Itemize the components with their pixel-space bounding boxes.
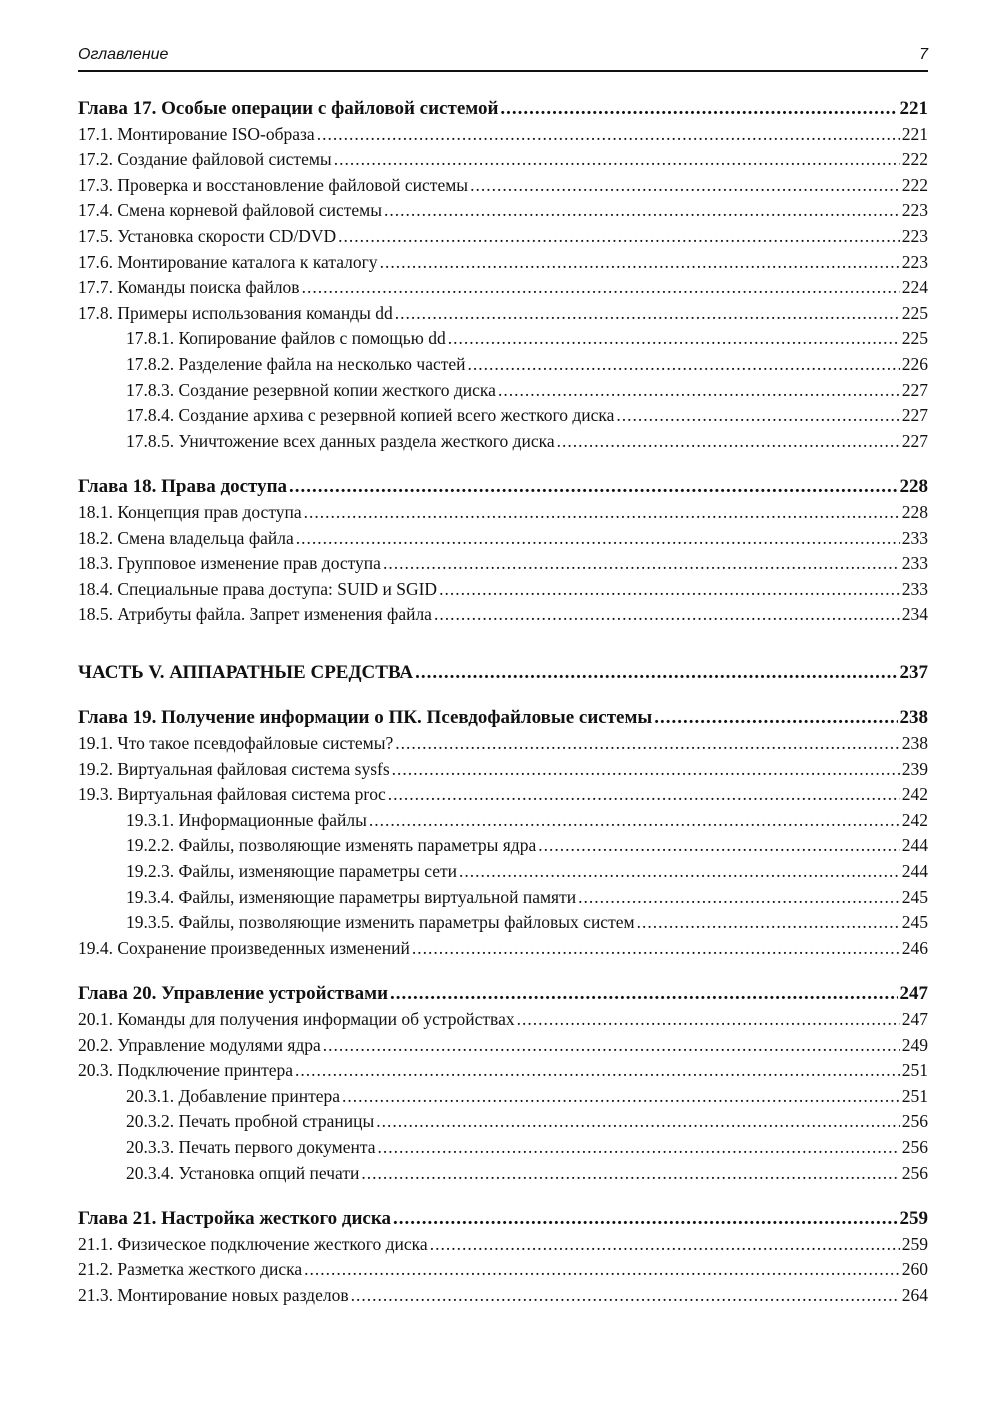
toc-entry-page: 221: [899, 98, 928, 119]
toc-leader-dots: [338, 224, 900, 250]
toc-entry-title: 17.6. Монтирование каталога к каталогу: [78, 251, 378, 272]
toc-entry-page: 237: [899, 661, 928, 683]
toc-leader-dots: [351, 1283, 900, 1309]
toc-entry-title: 18.1. Концепция прав доступа: [78, 501, 302, 522]
toc-chapter-entry[interactable]: [78, 474, 928, 500]
toc-entry[interactable]: [78, 1007, 928, 1033]
toc-chapter-entry[interactable]: [78, 981, 928, 1007]
toc-entry-page: 227: [901, 379, 928, 400]
toc-entry-title: 17.8.2. Разделение файла на несколько частей: [126, 353, 466, 374]
toc-entry-page: 228: [901, 501, 928, 522]
toc-entry-page: 238: [899, 707, 928, 729]
toc-entry-title: 19.4. Сохранение произведенных изменений: [78, 937, 410, 958]
toc-entry-title: 19.1. Что такое псевдофайловые системы?: [78, 733, 394, 754]
toc-entry-page: 239: [901, 758, 928, 779]
toc-leader-dots: [448, 326, 900, 352]
toc-entry-title: 19.3.1. Информационные файлы: [126, 809, 367, 830]
toc-entry[interactable]: [78, 1084, 928, 1110]
toc-entry-page: 234: [901, 604, 928, 625]
toc-entry-page: 227: [901, 430, 928, 451]
toc-leader-dots: [434, 602, 900, 628]
toc-entry-title: 18.4. Специальные права доступа: SUID и SGID: [78, 578, 438, 599]
toc-entry[interactable]: [78, 122, 928, 148]
toc-entry-title: 19.2.3. Файлы, изменяющие параметры сети: [126, 861, 458, 882]
toc-entry-page: 222: [901, 174, 928, 195]
toc-leader-dots: [380, 250, 900, 276]
toc-leader-dots: [412, 936, 900, 962]
toc-entry-page: 251: [901, 1085, 928, 1106]
toc-entry-title: 17.8.4. Создание архива с резервной копией всего жесткого диска: [126, 405, 615, 426]
toc-entry[interactable]: [78, 250, 928, 276]
toc-leader-dots: [390, 981, 897, 1007]
toc-entry-title: 17.3. Проверка и восстановление файловой системы: [78, 174, 469, 195]
toc-entry-page: 259: [901, 1233, 928, 1254]
toc-entry-page: 247: [901, 1009, 928, 1029]
toc-entry-title: Глава 17. Особые операции с файловой системой: [78, 98, 499, 119]
toc-entry-title: 18.3. Групповое изменение прав доступа: [78, 553, 381, 574]
toc-entry-title: 21.3. Монтирование новых разделов: [78, 1284, 349, 1305]
toc-entry-title: 19.3. Виртуальная файловая система proc: [78, 784, 386, 805]
toc-entry[interactable]: [78, 859, 928, 885]
toc-entry-page: 233: [901, 527, 928, 548]
running-header: [78, 44, 928, 72]
toc-entry[interactable]: [78, 808, 928, 834]
toc-entry[interactable]: [78, 602, 928, 628]
toc-entry-title: 19.2. Виртуальная файловая система sysfs: [78, 758, 390, 779]
toc-leader-dots: [376, 1109, 900, 1135]
toc-chapter-entry[interactable]: [78, 96, 928, 122]
toc-entry-title: 20.3.4. Установка опций печати: [126, 1162, 360, 1183]
toc-spacer: [78, 961, 928, 981]
toc-entry-title: 17.2. Создание файловой системы: [78, 149, 332, 170]
toc-leader-dots: [654, 705, 897, 731]
toc-spacer: [78, 685, 928, 705]
toc-spacer: [78, 454, 928, 474]
toc-entry[interactable]: [78, 731, 928, 757]
toc-entry-title: 17.4. Смена корневой файловой системы: [78, 200, 383, 221]
toc-entry-title: 21.1. Физическое подключение жесткого диска: [78, 1233, 428, 1254]
toc-entry[interactable]: [78, 1161, 928, 1187]
toc-entry-page: 259: [899, 1208, 928, 1230]
toc-leader-dots: [616, 403, 899, 429]
toc-entry-title: 18.5. Атрибуты файла. Запрет изменения файла: [78, 604, 432, 625]
toc-leader-dots: [468, 352, 900, 378]
toc-leader-dots: [637, 910, 900, 936]
toc-spacer: [78, 1186, 928, 1206]
toc-entry[interactable]: [78, 147, 928, 173]
toc-entry[interactable]: [78, 224, 928, 250]
toc-entry-title: 20.3. Подключение принтера: [78, 1060, 294, 1081]
toc-leader-dots: [395, 731, 899, 757]
toc-entry[interactable]: [78, 1257, 928, 1283]
toc-entry-title: 21.2. Разметка жесткого диска: [78, 1259, 303, 1280]
toc-leader-dots: [470, 173, 900, 199]
toc-entry-page: 238: [901, 733, 928, 754]
toc-entry[interactable]: [78, 782, 928, 808]
toc-entry-page: 264: [901, 1284, 928, 1305]
toc-entry-page: 223: [901, 251, 928, 272]
toc-entry-title: Глава 18. Права доступа: [78, 476, 288, 498]
toc-entry-title: 20.3.1. Добавление принтера: [126, 1085, 341, 1106]
toc-entry-title: ЧАСТЬ V. АППАРАТНЫЕ СРЕДСТВА: [78, 661, 414, 683]
toc-entry-page: 249: [901, 1034, 928, 1055]
toc-leader-dots: [517, 1007, 900, 1033]
toc-leader-dots: [459, 859, 900, 885]
toc-entry-title: 17.8. Примеры использования команды dd: [78, 302, 393, 323]
toc-entry-title: 19.3.4. Файлы, изменяющие параметры виртуальной памяти: [126, 886, 577, 907]
toc-entry-title: 20.1. Команды для получения информации об устройствах: [78, 1009, 515, 1029]
toc-entry-page: 256: [901, 1136, 928, 1157]
toc-chapter-entry[interactable]: [78, 1206, 928, 1232]
toc-entry-page: 246: [901, 937, 928, 958]
toc-leader-dots: [302, 275, 900, 301]
toc-entry-page: 244: [901, 835, 928, 856]
toc-part-entry[interactable]: [78, 660, 928, 686]
toc-entry[interactable]: [78, 275, 928, 301]
toc-entry-title: 17.1. Монтирование ISO-образа: [78, 123, 315, 144]
toc-entry[interactable]: [78, 833, 928, 859]
toc-entry[interactable]: [78, 577, 928, 603]
toc-entry[interactable]: [78, 1058, 928, 1084]
toc-entry[interactable]: [78, 1283, 928, 1309]
toc-leader-dots: [578, 885, 900, 911]
toc-leader-dots: [304, 500, 900, 526]
toc-entry[interactable]: [78, 378, 928, 404]
toc-entry-title: 17.7. Команды поиска файлов: [78, 277, 300, 298]
toc-entry-title: 17.8.3. Создание резервной копии жесткого диска: [126, 379, 496, 400]
toc-leader-dots: [295, 1058, 900, 1084]
toc-entry-page: 242: [901, 784, 928, 805]
toc-leader-dots: [304, 1257, 900, 1283]
toc-entry[interactable]: [78, 1135, 928, 1161]
toc-leader-dots: [500, 96, 897, 122]
toc-leader-dots: [383, 551, 900, 577]
toc-leader-dots: [342, 1084, 900, 1110]
toc-entry-title: Глава 19. Получение информации о ПК. Псевдофайловые системы: [78, 707, 653, 729]
toc-leader-dots: [296, 526, 900, 552]
table-of-contents: [78, 96, 928, 1309]
header-title: Оглавление: [78, 46, 169, 63]
toc-entry-page: 222: [901, 149, 928, 170]
toc-entry-title: 19.3.5. Файлы, позволяющие изменить параметры файловых систем: [126, 912, 635, 933]
toc-leader-dots: [430, 1232, 900, 1258]
toc-leader-dots: [289, 474, 897, 500]
toc-entry-title: Глава 21. Настройка жесткого диска: [78, 1208, 392, 1230]
toc-leader-dots: [369, 808, 900, 834]
toc-entry[interactable]: [78, 910, 928, 936]
toc-entry-page: 233: [901, 578, 928, 599]
toc-entry[interactable]: [78, 1033, 928, 1059]
toc-entry-title: 17.8.1. Копирование файлов с помощью dd: [126, 328, 446, 349]
toc-leader-dots: [334, 147, 900, 173]
toc-entry-page: 245: [901, 886, 928, 907]
toc-entry[interactable]: [78, 429, 928, 455]
toc-entry-page: 227: [901, 405, 928, 426]
toc-entry[interactable]: [78, 198, 928, 224]
toc-entry-page: 244: [901, 861, 928, 882]
toc-entry-page: 221: [901, 123, 928, 144]
toc-entry[interactable]: [78, 526, 928, 552]
toc-leader-dots: [395, 301, 900, 327]
toc-entry[interactable]: [78, 301, 928, 327]
toc-entry[interactable]: [78, 1232, 928, 1258]
toc-leader-dots: [557, 429, 900, 455]
toc-entry-page: 225: [901, 302, 928, 323]
toc-leader-dots: [439, 577, 900, 603]
toc-leader-dots: [393, 1206, 897, 1232]
toc-entry[interactable]: [78, 352, 928, 378]
toc-entry-title: 17.8.5. Уничтожение всех данных раздела жесткого диска: [126, 430, 555, 451]
toc-entry-page: 223: [901, 225, 928, 246]
toc-entry[interactable]: [78, 936, 928, 962]
toc-entry-title: 20.2. Управление модулями ядра: [78, 1034, 321, 1055]
toc-leader-dots: [378, 1135, 900, 1161]
toc-entry-page: 242: [901, 809, 928, 830]
toc-leader-dots: [538, 833, 900, 859]
toc-leader-dots: [415, 660, 897, 686]
toc-entry-title: 20.3.3. Печать первого документа: [126, 1136, 376, 1157]
toc-entry[interactable]: [78, 403, 928, 429]
toc-entry-page: 256: [901, 1111, 928, 1132]
toc-entry-title: Глава 20. Управление устройствами: [78, 983, 389, 1005]
toc-leader-dots: [392, 757, 900, 783]
toc-entry-page: 233: [901, 553, 928, 574]
toc-entry-page: 226: [901, 353, 928, 374]
toc-entry-page: 247: [899, 983, 928, 1005]
toc-entry[interactable]: [78, 173, 928, 199]
toc-chapter-entry[interactable]: [78, 705, 928, 731]
toc-leader-dots: [361, 1161, 899, 1187]
header-page-number: 7: [919, 46, 928, 63]
toc-entry-page: 225: [901, 328, 928, 349]
toc-leader-dots: [388, 782, 900, 808]
toc-entry-title: 18.2. Смена владельца файла: [78, 527, 294, 548]
toc-leader-dots: [498, 378, 900, 404]
toc-entry[interactable]: [78, 326, 928, 352]
toc-entry-page: 260: [901, 1259, 928, 1280]
toc-leader-dots: [317, 122, 900, 148]
toc-entry-title: 20.3.2. Печать пробной страницы: [126, 1111, 375, 1132]
toc-entry-page: 256: [901, 1162, 928, 1183]
toc-entry[interactable]: [78, 551, 928, 577]
toc-entry[interactable]: [78, 500, 928, 526]
toc-entry[interactable]: [78, 885, 928, 911]
toc-entry[interactable]: [78, 757, 928, 783]
toc-leader-dots: [323, 1033, 900, 1059]
toc-leader-dots: [384, 198, 900, 224]
toc-entry-page: 245: [901, 912, 928, 933]
toc-spacer: [78, 628, 928, 660]
toc-entry-title: 19.2.2. Файлы, позволяющие изменять параметры ядра: [126, 835, 537, 856]
toc-entry-page: 224: [901, 277, 928, 298]
toc-entry-page: 223: [901, 200, 928, 221]
toc-entry[interactable]: [78, 1109, 928, 1135]
toc-entry-title: 17.5. Установка скорости CD/DVD: [78, 225, 337, 246]
toc-entry-page: 228: [899, 476, 928, 498]
toc-entry-page: 251: [901, 1060, 928, 1081]
